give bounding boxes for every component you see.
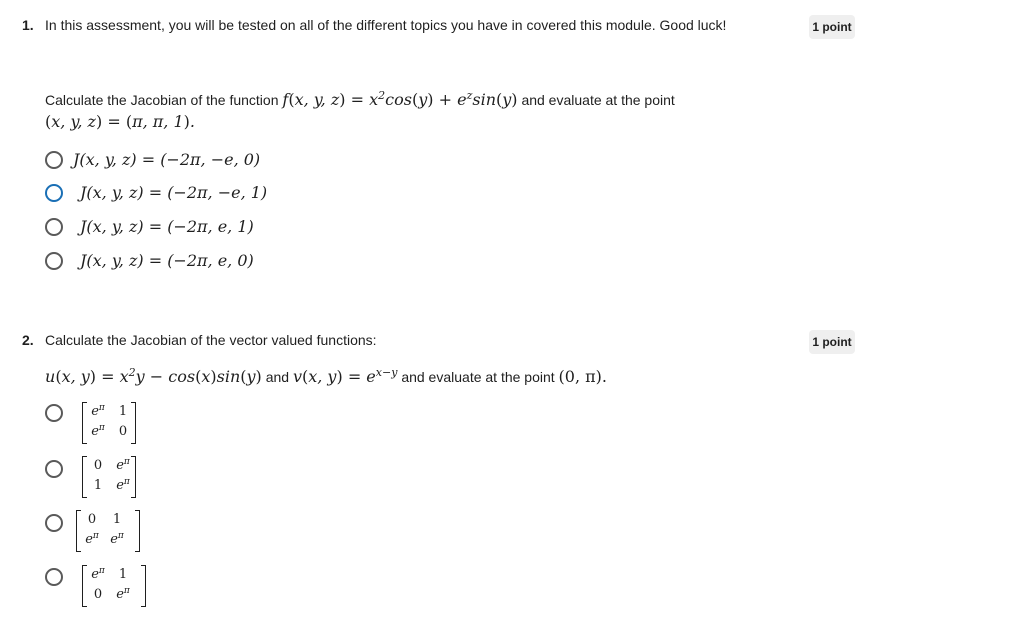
question-2-option-3-matrix[interactable] [76,510,140,552]
question-2-prompt: Calculate the Jacobian of the vector valued functions: [45,332,377,348]
question-1-prompt [45,89,765,133]
matrix-cell: 0 [87,512,97,527]
evaluation-point: (x, y, z) = (π, π, 1). [45,112,195,131]
question-2-and-text: and [265,369,290,385]
question-1-option-4-radio[interactable] [45,252,63,270]
matrix-cell: 1 [93,478,103,493]
matrix-cell: $e^\pi$ [110,531,124,547]
question-2-option-2-matrix[interactable] [82,456,136,498]
question-1-option-3-radio[interactable] [45,218,63,236]
question-2-option-1-matrix[interactable] [82,402,136,444]
question-1-prompt-suffix: and evaluate at the point [521,92,675,108]
matrix-cell: 1 [118,567,128,582]
matrix-cell: 0 [118,424,128,439]
question-1-option-2-label[interactable]: J(x, y, z) = (−2π, −e, 1) [80,183,268,202]
question-2-option-2-radio[interactable] [45,460,63,478]
matrix-right-bracket [135,510,140,552]
question-1-intro: In this assessment, you will be tested on all of the different topics you have in covered this module. Good luck! [45,17,727,33]
v-function-formula: v(x, $y) = e^{x-y}$ [292,366,398,386]
function-formula: f(x, y, $z) = x^2\cos(y) + e^z\sin(y)$ [282,89,518,109]
question-2-option-3-radio[interactable] [45,514,63,532]
question-2-points-badge: 1 point [809,330,855,354]
question-2-number: 2. [22,332,34,348]
matrix-cell: 0 [93,587,103,602]
matrix-right-bracket [141,565,146,607]
matrix-cell: $e^\pi$ [91,566,105,582]
matrix-cell: $e^\pi$ [116,586,130,602]
matrix-cell: $e^\pi$ [91,403,105,419]
question-1-option-2-radio[interactable] [45,184,63,202]
u-function-formula: u(x, $y) = x^2y - \cos(x)\sin(y)$ [45,366,262,386]
question-2-option-4-radio[interactable] [45,568,63,586]
question-2-functions [45,367,607,386]
question-2-option-1-radio[interactable] [45,404,63,422]
matrix-cell: $e^\pi$ [116,477,130,493]
question-1-points-badge: 1 point [809,15,855,39]
matrix-cell: 0 [93,458,103,473]
question-2-point: (0, π). [558,367,607,386]
matrix-cell: 1 [112,512,122,527]
matrix-cell: $e^\pi$ [116,457,130,473]
question-1-option-1-radio[interactable] [45,151,63,169]
question-2-option-4-matrix[interactable] [82,565,146,607]
question-1-prompt-prefix: Calculate the Jacobian of the function [45,92,279,108]
matrix-cell: 1 [118,404,128,419]
question-1-number: 1. [22,17,34,33]
question-1-option-3-label[interactable]: J(x, y, z) = (−2π, e, 1) [80,217,254,236]
matrix-cell: $e^\pi$ [85,531,99,547]
question-2-evaluate-text: and evaluate at the point [401,369,555,385]
question-1-option-4-label[interactable]: J(x, y, z) = (−2π, e, 0) [80,251,254,270]
question-1-option-1-label[interactable]: J(x, y, z) = (−2π, −e, 0) [73,150,261,169]
matrix-cell: $e^\pi$ [91,423,105,439]
